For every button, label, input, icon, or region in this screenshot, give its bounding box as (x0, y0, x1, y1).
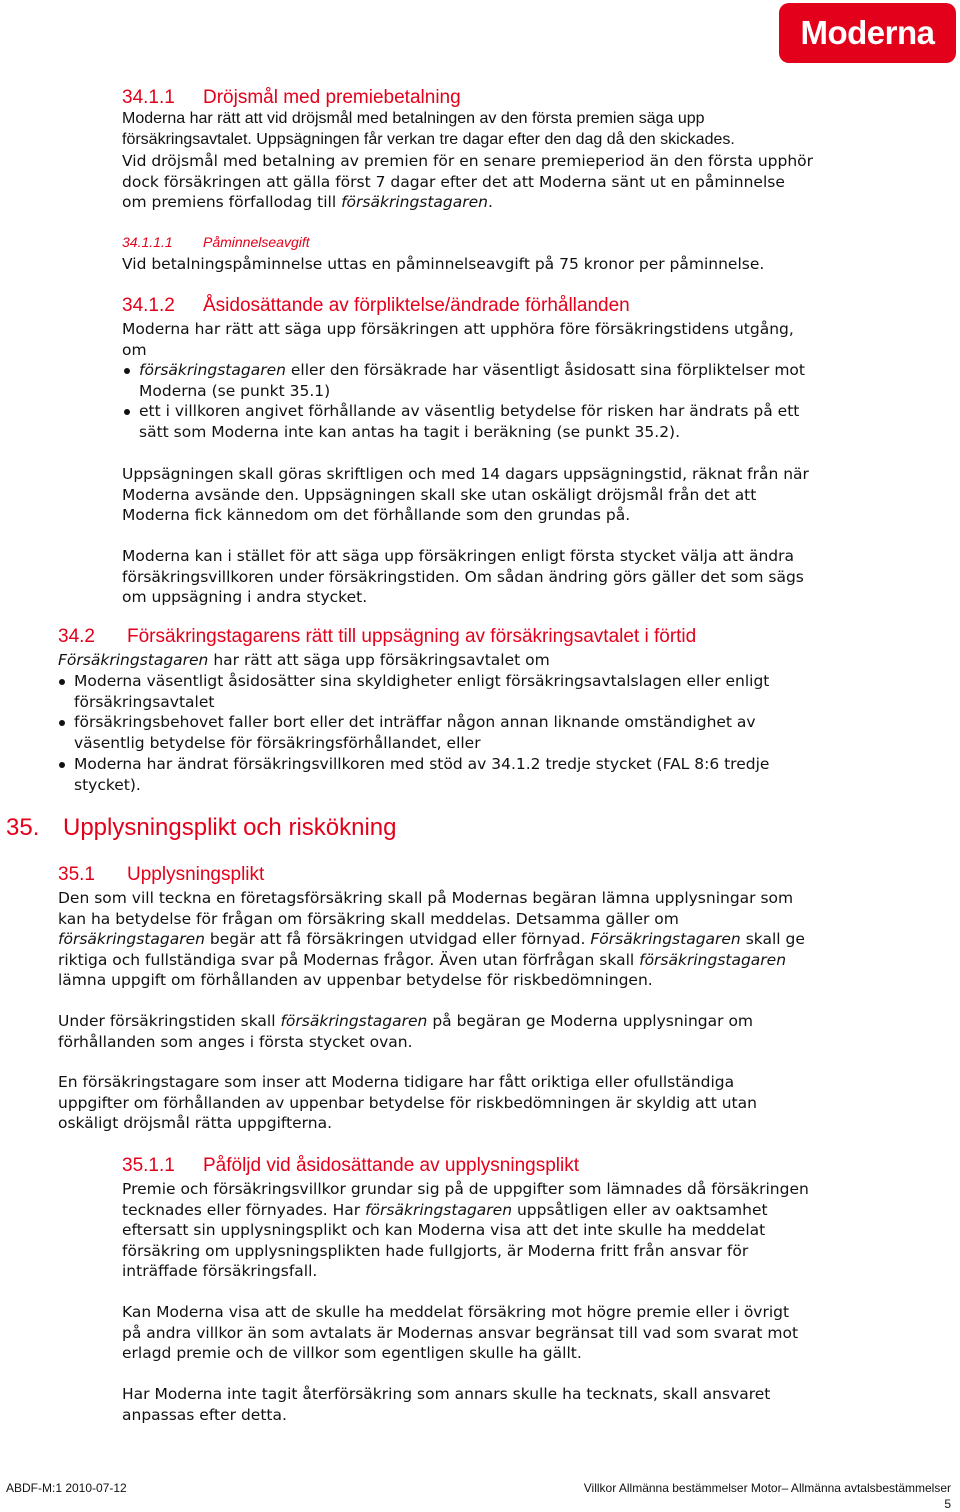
text-line: försäkringsvillkoren under försäkringstiden. Om sådan ändring görs gäller det som sägs (122, 567, 804, 586)
term-forsakringstagaren: försäkringstagaren (639, 950, 787, 969)
heading-34-1-1 (122, 87, 461, 109)
text-line (58, 650, 818, 671)
text-line: lämna uppgift om förhållanden av uppenbar betydelse för riskbedömningen. (58, 971, 653, 990)
heading-number: 34.2 (58, 626, 95, 647)
paragraph-34-1-1-a (122, 109, 882, 150)
text-line (58, 1011, 818, 1032)
heading-title: Påföljd vid åsidosättande av upplysningsplikt (203, 1155, 580, 1176)
text-line: Moderna har rätt att säga upp försäkringen att upphöra före försäkringstidens utgång, (122, 320, 794, 338)
text-line: stycket). (74, 775, 141, 794)
term-forsakringstagaren: försäkringstagaren (139, 361, 286, 379)
text-run: begär att få försäkringen utvidgad eller förnyad. (204, 930, 591, 949)
list-item (74, 712, 756, 753)
heading-number: 34.1.1 (122, 87, 175, 108)
paragraph-35-1-1-a (122, 1179, 882, 1282)
heading-title: Dröjsmål med premiebetalning (203, 87, 461, 108)
heading-number: 34.1.2 (122, 295, 175, 316)
text-line: Vid betalningspåminnelse uttas en påminnelseavgift på 75 kronor per påminnelse. (122, 255, 765, 273)
footer-doc-id: ABDF-M:1 2010-07-12 (6, 1481, 127, 1495)
heading-title: Upplysningsplikt och riskökning (63, 814, 397, 841)
text-line: på andra villkor än som avtalats är Modernas ansvar begränsat till vad som svarat mot (122, 1323, 799, 1342)
text-run: skall ge (740, 930, 805, 949)
text-line: Moderna väsentligt åsidosätter sina skyldigheter enligt försäkringsavtalslagen eller enligt (74, 672, 770, 690)
paragraph-35-1-1-c (122, 1384, 882, 1425)
text-line: Den som vill teckna en företagsförsäkring skall på Modernas begäran lämna upplysningar som (58, 889, 794, 907)
list-item (139, 401, 799, 442)
term-forsakringstagaren: försäkringstagaren (341, 193, 489, 212)
text-line: ett i villkoren angivet förhållande av väsentlig betydelse för risken har ändrats på ett (139, 402, 800, 420)
heading-number: 35.1.1 (122, 1155, 175, 1176)
text-line: Premie och försäkringsvillkor grundar sig på de uppgifter som lämnades då försäkringen (122, 1180, 809, 1198)
bullet-icon (59, 720, 65, 726)
paragraph-34-2-intro (58, 650, 818, 671)
term-forsakringstagaren: försäkringstagaren (280, 1012, 428, 1030)
text-line: uppgifter om förhållanden av uppenbar betydelse för riskbedömningen är skyldig att utan (58, 1093, 757, 1112)
text-run: har rätt att säga upp försäkringsavtalet om (208, 651, 550, 669)
text-line (139, 360, 805, 381)
text-line: eftersatt sin upplysningsplikt och kan Moderna visa att det inte skulle ha meddelat (122, 1221, 766, 1240)
text-run: om premiens förfallodag till (122, 193, 342, 212)
text-line: kan ha betydelse för frågan om försäkring skall meddelas. Detsamma gäller om (58, 909, 679, 928)
text-line: om uppsägning i andra stycket. (122, 588, 368, 607)
text-run: riktiga och fullständiga svar på Modernas frågor. Även utan förfrågan skall (58, 950, 640, 969)
text-line: anpassas efter detta. (122, 1405, 287, 1424)
text-line: dock försäkringen att gälla först 7 dagar efter det att Moderna sänt ut en påminnelse (122, 172, 785, 191)
text-run: uppsåtligen eller av oaktsamhet (512, 1200, 768, 1219)
heading-number: 35.1 (58, 864, 95, 885)
paragraph-34-1-1-b (122, 151, 882, 213)
text-line: Kan Moderna visa att de skulle ha meddelat försäkring mot högre premie eller i övrigt (122, 1303, 790, 1321)
text-run: . (488, 193, 493, 212)
text-line (58, 950, 818, 971)
text-line: Moderna fick kännedom om det förhållande som den grundas på. (122, 506, 631, 525)
text-line: försäkringsavtalet (74, 692, 215, 711)
text-line: En försäkringstagare som inser att Moderna tidigare har fått oriktiga eller ofullständiga (58, 1073, 735, 1091)
heading-number: 34.1.1.1 (122, 234, 173, 250)
text-line: Moderna (se punkt 35.1) (139, 381, 331, 400)
text-line (58, 929, 818, 950)
heading-title: Påminnelseavgift (203, 234, 310, 250)
paragraph-35-1-1-b (122, 1302, 882, 1364)
heading-title: Upplysningsplikt (127, 864, 265, 885)
page-number: 5 (944, 1497, 951, 1511)
text-line: Moderna kan i stället för att säga upp försäkringen enligt första stycket välja att ändra (122, 547, 794, 565)
footer-title: Villkor Allmänna bestämmelser Motor– Allmänna avtalsbestämmelser (583, 1481, 951, 1495)
heading-34-2 (58, 626, 696, 648)
heading-34-1-2 (122, 295, 630, 317)
text-line: försäkringsbehovet faller bort eller det inträffar någon annan liknande omständighet av (74, 713, 756, 731)
text-run: tecknades eller förnyades. Har (122, 1200, 366, 1219)
heading-title: Försäkringstagarens rätt till uppsägning av försäkringsavtalet i förtid (127, 626, 697, 647)
paragraph-34-1-2-c (122, 546, 882, 608)
term-forsakringstagaren: försäkringstagaren (365, 1200, 513, 1219)
text-line: förhållanden som anges i första stycket ovan. (58, 1032, 413, 1051)
text-line: sätt som Moderna inte kan antas ha tagit i beräkning (se punkt 35.2). (139, 422, 681, 441)
bullet-icon (124, 368, 130, 374)
text-line (122, 192, 882, 213)
text-line: inträffade försäkringsfall. (122, 1262, 318, 1281)
text-line: försäkring om upplysningsplikten hade fullgjorts, är Moderna fritt från ansvar för (122, 1241, 749, 1260)
term-forsakringstagaren: Försäkringstagaren (590, 930, 741, 949)
paragraph-35-1-b (58, 1011, 818, 1052)
text-line: Har Moderna inte tagit återförsäkring som annars skulle ha tecknats, skall ansvaret (122, 1385, 771, 1403)
text-run: Under försäkringstiden skall (58, 1012, 281, 1030)
list-item (74, 671, 769, 712)
term-forsakringstagaren: Försäkringstagaren (58, 651, 209, 669)
heading-title: Åsidosättande av förpliktelse/ändrade förhållanden (203, 295, 630, 316)
heading-35-1-1 (122, 1155, 579, 1177)
paragraph-34-1-2-b (122, 464, 882, 526)
paragraph-34-1-2-intro (122, 319, 882, 360)
text-line: Moderna har ändrat försäkringsvillkoren med stöd av 34.1.2 tredje stycket (FAL 8:6 tredje (74, 755, 770, 773)
heading-35 (6, 814, 397, 842)
list-item (139, 360, 805, 401)
text-line: väsentlig betydelse för försäkringsförhållandet, eller (74, 733, 481, 752)
heading-35-1 (58, 864, 264, 886)
list-item (74, 754, 769, 795)
heading-34-1-1-1 (122, 234, 310, 250)
bullet-icon (59, 762, 65, 768)
text-line: Uppsägningen skall göras skriftligen och med 14 dagars uppsägningstid, räknat från när (122, 465, 809, 483)
bullet-icon (59, 679, 65, 685)
text-line: Moderna har rätt att vid dröjsmål med betalningen av den första premien säga upp (122, 110, 705, 127)
text-run: på begäran ge Moderna upplysningar om (427, 1012, 754, 1030)
bullet-icon (124, 409, 130, 415)
moderna-logo: Moderna (779, 3, 956, 63)
paragraph-35-1-a (58, 888, 818, 991)
text-line (122, 1200, 882, 1221)
term-forsakringstagaren: försäkringstagaren (58, 930, 205, 949)
paragraph-34-1-1-1 (122, 254, 882, 275)
text-line: försäkringsavtalet. Uppsägningen får verkan tre dagar efter den dag då den skickades. (122, 130, 735, 148)
text-line: om (122, 340, 147, 359)
text-run: eller den försäkrade har väsentligt åsidosatt sina förpliktelser mot (285, 361, 805, 379)
text-line: erlagd premie och de villkor som egentligen skulle ha gällt. (122, 1344, 582, 1363)
paragraph-35-1-c (58, 1072, 818, 1134)
text-line: oskäligt dröjsmål rätta uppgifterna. (58, 1114, 333, 1133)
text-line: Moderna avsände den. Uppsägningen skall ske utan oskäligt dröjsmål från det att (122, 485, 757, 504)
heading-number: 35. (6, 814, 40, 841)
text-line: Vid dröjsmål med betalning av premien för en senare premieperiod än den första upphör (122, 152, 814, 170)
